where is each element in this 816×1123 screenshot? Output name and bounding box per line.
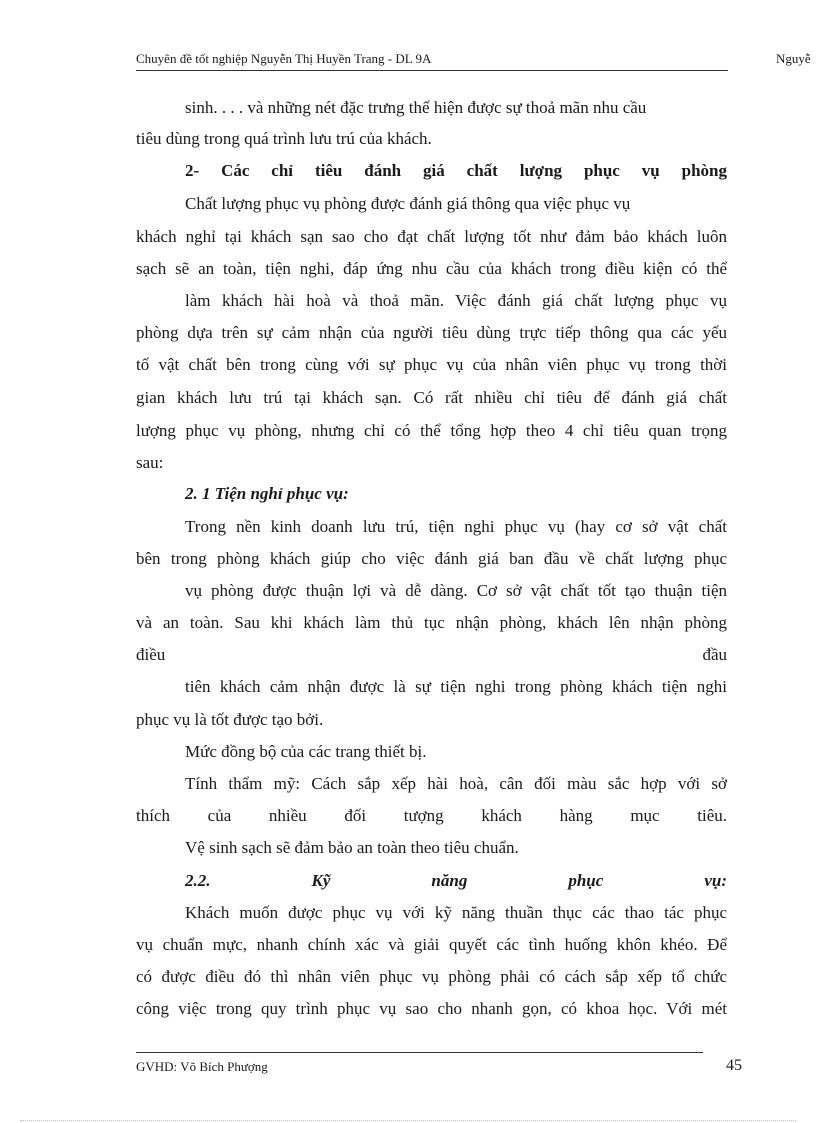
text-line: phòng dựa trên sự cảm nhận của người tiêu dùng trực tiếp thông qua các yếu bbox=[136, 323, 727, 342]
text-line: làm khách hài hoà và thoả mãn. Việc đánh giá chất lượng phục vụ bbox=[185, 291, 727, 310]
text-line: phục vụ là tốt được tạo bởi. bbox=[136, 710, 324, 729]
text-line: Tính thẩm mỹ: Cách sắp xếp hài hoà, cân đối màu sắc hợp với sở bbox=[185, 774, 727, 793]
text-line: có được điều đó thì nhân viên phục vụ phòng phải có cách sắp xếp tổ chức bbox=[136, 967, 727, 986]
running-header: Chuyên đề tốt nghiệp Nguyễn Thị Huyền Trang - DL 9A bbox=[136, 50, 728, 71]
footer-supervisor: GVHD: Võ Bích Phượng bbox=[136, 1059, 268, 1074]
text-line: tố vật chất bên trong cùng với sự phục vụ của nhân viên phục vụ trong thời bbox=[136, 355, 727, 374]
text-line: điều đầu bbox=[136, 645, 727, 664]
text-line: và an toàn. Sau khi khách làm thủ tục nhận phòng, khách lên nhận phòng bbox=[136, 613, 727, 632]
text-line: sạch sẽ an toàn, tiện nghi, đáp ứng nhu cầu của khách trong điều kiện có thể bbox=[136, 259, 727, 278]
text-line: vụ chuẩn mực, nhanh chính xác và giải quyết các tình huống khôn khéo. Để bbox=[136, 935, 727, 954]
footer-rule bbox=[136, 1052, 703, 1053]
text-line: Khách muốn được phục vụ với kỹ năng thuần thục các thao tác phục bbox=[185, 903, 727, 922]
text-line: công việc trong quy trình phục vụ sao cho nhanh gọn, có khoa học. Với mét bbox=[136, 999, 727, 1018]
text-line: gian khách lưu trú tại khách sạn. Có rất nhiều chỉ tiêu để đánh giá chất bbox=[136, 388, 727, 407]
text-line: tiên khách cảm nhận được là sự tiện nghi trong phòng khách tiện nghi bbox=[185, 677, 727, 696]
text-line: tiêu dùng trong quá trình lưu trú của khách. bbox=[136, 129, 432, 148]
page-divider bbox=[20, 1120, 796, 1121]
text-line: sau: bbox=[136, 453, 164, 472]
text-line: bên trong phòng khách giúp cho việc đánh giá ban đầu về chất lượng phục bbox=[136, 549, 727, 568]
text-line: vụ phòng được thuận lợi và dễ dàng. Cơ sở vật chất tốt tạo thuận tiện bbox=[185, 581, 727, 600]
text-line: Vệ sinh sạch sẽ đảm bảo an toàn theo tiêu chuẩn. bbox=[185, 838, 519, 857]
text-line: Trong nền kinh doanh lưu trú, tiện nghi phục vụ (hay cơ sở vật chất bbox=[185, 517, 727, 536]
section-heading: 2- Các chỉ tiêu đánh giá chất lượng phục vụ phòng bbox=[185, 161, 727, 180]
text-line: sinh. . . . và những nét đặc trưng thể hiện được sự thoả mãn nhu cầu bbox=[185, 98, 647, 117]
subsection-heading: 2. 1 Tiện nghỉ phục vụ: bbox=[185, 484, 349, 503]
text-line: khách nghỉ tại khách sạn sao cho đạt chất lượng tốt như đảm bảo khách luôn bbox=[136, 227, 727, 246]
running-header-right: Nguyễ bbox=[776, 51, 811, 66]
page-number: 45 bbox=[726, 1057, 742, 1074]
subsection-heading: 2.2. Kỹ năng phục vụ: bbox=[185, 871, 727, 890]
text-line: thích của nhiều đối tượng khách hàng mục tiêu. bbox=[136, 806, 727, 825]
text-line: Chất lượng phục vụ phòng được đánh giá thông qua việc phục vụ bbox=[185, 194, 631, 213]
text-line: lượng phục vụ phòng, nhưng chỉ có thể tổng hợp theo 4 chỉ tiêu quan trọng bbox=[136, 421, 727, 440]
text-line: Mức đồng bộ của các trang thiết bị. bbox=[185, 742, 427, 761]
